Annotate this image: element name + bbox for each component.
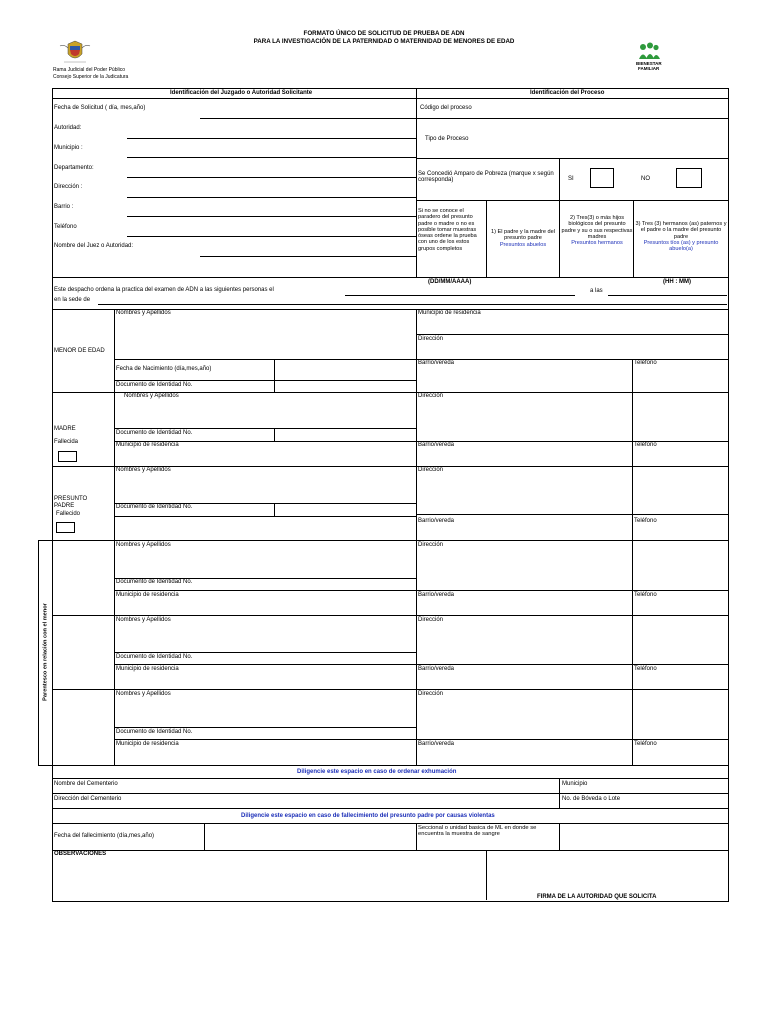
rel3-direccion-label: Dirección bbox=[418, 691, 444, 697]
madre-nombres-label: Nombres y Apellidos bbox=[124, 393, 179, 399]
rel1-nombres-label: Nombres y Apellidos bbox=[116, 542, 171, 548]
parentesco-label: Parentesco en relación con el menor bbox=[42, 603, 49, 701]
padre-label: PADRE bbox=[54, 503, 75, 509]
amparo-no-checkbox[interactable] bbox=[676, 168, 702, 188]
menor-nombres-label: Nombres y Apellidos bbox=[116, 310, 171, 316]
option-1-text bbox=[488, 229, 558, 248]
rel1-direccion-label: Dirección bbox=[418, 542, 444, 548]
padre-fallecido-checkbox[interactable] bbox=[56, 522, 75, 533]
rel2-direccion-label: Dirección bbox=[418, 617, 444, 623]
juez-label: Nombre del Juez o Autoridad: bbox=[54, 243, 134, 249]
exhumacion-title: Diligencie este espacio en caso de ordenar exhumación bbox=[297, 769, 457, 775]
telefono-field[interactable] bbox=[127, 224, 414, 236]
orden-time-field[interactable] bbox=[608, 286, 727, 295]
rel3-municipio-label: Municipio de residencia bbox=[116, 741, 179, 747]
seccional-label: Seccional o unidad basica de ML en donde se encuentra la muestra de sangre bbox=[418, 825, 537, 838]
municipio-field[interactable] bbox=[127, 145, 414, 157]
option-2-group: Presuntos hermanos bbox=[571, 240, 623, 247]
a-las-label: a las bbox=[590, 288, 603, 294]
barrio-label: Barrio : bbox=[54, 204, 74, 210]
menor-documento-label: Documento de Identidad No. bbox=[116, 382, 193, 388]
presunto-label: PRESUNTO bbox=[54, 496, 88, 502]
time-format-label: (HH : MM) bbox=[663, 279, 691, 285]
sede-label: en la sede de bbox=[54, 297, 91, 303]
padre-direccion-label: Dirección bbox=[418, 467, 444, 473]
menor-barrio-label: Barrio/vereda bbox=[418, 360, 455, 366]
option-2-description: 2) Tres(3) o más hijos biológicos del presunto padre y su o sus respectivas madres bbox=[561, 215, 633, 240]
madre-direccion-label: Dirección bbox=[418, 393, 444, 399]
padre-fallecido-label: Fallecido bbox=[56, 511, 81, 517]
padre-documento-label: Documento de Identidad No. bbox=[116, 504, 193, 510]
rel1-barrio-label: Barrio/vereda bbox=[418, 592, 455, 598]
rama-judicial-text: Rama Judicial del Poder Público bbox=[53, 67, 125, 73]
firma-field[interactable] bbox=[488, 852, 726, 892]
tipo-proceso-label: Tipo de Proceso bbox=[425, 136, 469, 142]
fecha-solicitud-label: Fecha de Solicitud ( día, mes,año) bbox=[54, 105, 146, 111]
departamento-field[interactable] bbox=[127, 165, 414, 177]
rel2-nombres-label: Nombres y Apellidos bbox=[116, 617, 171, 623]
rel1-telefono-label: Teléfono bbox=[634, 592, 657, 598]
rel3-nombres-label: Nombres y Apellidos bbox=[116, 691, 171, 697]
cementerio-direccion-label: Dirección del Cementerio bbox=[54, 796, 122, 802]
amparo-si-label: SI bbox=[568, 176, 574, 182]
option-1-group: Presuntos abuelos bbox=[499, 241, 547, 248]
direccion-field[interactable] bbox=[127, 184, 414, 196]
madre-documento-label: Documento de Identidad No. bbox=[116, 430, 193, 436]
sede-field[interactable] bbox=[98, 297, 727, 304]
amparo-label: Se Concedió Amparo de Pobreza (marque x según corresponda) bbox=[418, 171, 554, 184]
observaciones-field[interactable] bbox=[54, 858, 484, 898]
observaciones-label: OBSERVACIONES bbox=[54, 851, 107, 857]
boveda-label: No. de Bóveda o Lote bbox=[562, 796, 621, 802]
option-3-text bbox=[635, 221, 727, 252]
rel1-documento-label: Documento de Identidad No. bbox=[116, 579, 193, 585]
rel2-barrio-label: Barrio/vereda bbox=[418, 666, 455, 672]
barrio-field[interactable] bbox=[127, 204, 414, 216]
rel3-documento-label: Documento de Identidad No. bbox=[116, 729, 193, 735]
rel1-municipio-label: Municipio de residencia bbox=[116, 592, 179, 598]
proceso-section-title: Identificación del Proceso bbox=[530, 90, 605, 96]
madre-telefono-label: Teléfono bbox=[634, 442, 657, 448]
option-1-description: 1) El padre y la madre del presunto padre bbox=[490, 229, 556, 242]
municipio-label: Municipio : bbox=[54, 145, 83, 151]
consejo-superior-text: Consejo Superior de la Judicatura bbox=[53, 74, 129, 80]
menor-fecha-nac-label: Fecha de Nacimiento (día,mes,año) bbox=[116, 366, 212, 372]
telefono-label: Teléfono bbox=[54, 224, 77, 230]
orden-date-field[interactable] bbox=[345, 286, 575, 295]
madre-label: MADRE bbox=[54, 426, 76, 432]
cementerio-label: Nombre del Cementerio bbox=[54, 781, 118, 787]
padre-nombres-label: Nombres y Apellidos bbox=[116, 467, 171, 473]
codigo-proceso-label: Código del proceso bbox=[420, 105, 472, 111]
madre-barrio-label: Barrio/vereda bbox=[418, 442, 455, 448]
rel3-barrio-label: Barrio/vereda bbox=[418, 741, 455, 747]
madre-fallecida-checkbox[interactable] bbox=[58, 451, 77, 462]
juez-field[interactable] bbox=[200, 243, 414, 255]
madre-municipio-label: Municipio de residencia bbox=[116, 442, 179, 448]
rama-judicial-logo bbox=[58, 40, 92, 66]
rel2-telefono-label: Teléfono bbox=[634, 666, 657, 672]
menor-direccion-label: Dirección bbox=[418, 336, 444, 342]
amparo-no-label: NO bbox=[641, 176, 650, 182]
fallecimiento-title: Diligencie este espacio en caso de fallecimiento del presunto padre por causas violentas bbox=[241, 813, 495, 819]
bienestar-text: BIENESTAR bbox=[636, 61, 662, 66]
option-3-group: Presuntos tíos (as) y presunto abuelo(a) bbox=[643, 239, 719, 253]
padre-telefono-label: Teléfono bbox=[634, 518, 657, 524]
menor-label: MENOR DE EDAD bbox=[54, 348, 105, 354]
form-title: FORMATO ÚNICO DE SOLICITUD DE PRUEBA DE ADN bbox=[303, 30, 465, 37]
solicitante-section-title: Identificación del Juzgado o Autoridad Solicitante bbox=[170, 90, 313, 96]
departamento-label: Departamento: bbox=[54, 165, 94, 171]
firma-label: FIRMA DE LA AUTORIDAD QUE SOLICITA bbox=[537, 894, 657, 900]
paradero-text: Si no se conoce el paradero del presunto padre o madre o no es posible tomar muestras óseas ordene la prueba con uno de los estos grupos completos bbox=[418, 208, 477, 252]
fecha-solicitud-field[interactable] bbox=[200, 105, 414, 117]
familiar-text: FAMILIAR bbox=[638, 66, 660, 71]
rel3-telefono-label: Teléfono bbox=[634, 741, 657, 747]
autoridad-label: Autoridad: bbox=[54, 125, 82, 131]
fecha-fallecimiento-label: Fecha del fallecimiento (día,mes,año) bbox=[54, 833, 155, 839]
codigo-proceso-field[interactable] bbox=[487, 101, 725, 116]
option-2-text bbox=[561, 215, 633, 246]
rel2-municipio-label: Municipio de residencia bbox=[116, 666, 179, 672]
rel2-documento-label: Documento de Identidad No. bbox=[116, 654, 193, 660]
padre-barrio-label: Barrio/vereda bbox=[418, 518, 455, 524]
parentesco-label-wrapper bbox=[40, 540, 52, 765]
date-format-label: (DD/MM/AAAA) bbox=[428, 279, 472, 285]
orden-text: Este despacho ordena la practica del examen de ADN a las siguientes personas el bbox=[54, 287, 274, 293]
bienestar-familiar-logo bbox=[636, 42, 662, 60]
tipo-proceso-field[interactable] bbox=[487, 121, 725, 156]
madre-fallecida-label: Fallecida bbox=[54, 439, 79, 445]
amparo-si-checkbox[interactable] bbox=[590, 168, 614, 188]
menor-telefono-label: Teléfono bbox=[634, 360, 657, 366]
form-subtitle: PARA LA INVESTIGACIÓN DE LA PATERNIDAD O MATERNIDAD DE MENORES DE EDAD bbox=[253, 38, 515, 45]
autoridad-field[interactable] bbox=[127, 125, 414, 137]
direccion-label: Dirección : bbox=[54, 184, 83, 190]
option-3-description: 3) Tres (3) hermanos (as) paternos y el padre o la madre del presunto padre bbox=[635, 221, 727, 240]
exhumacion-municipio-label: Municipio bbox=[562, 781, 588, 787]
menor-municipio-label: Municipio de residencia bbox=[418, 310, 481, 316]
